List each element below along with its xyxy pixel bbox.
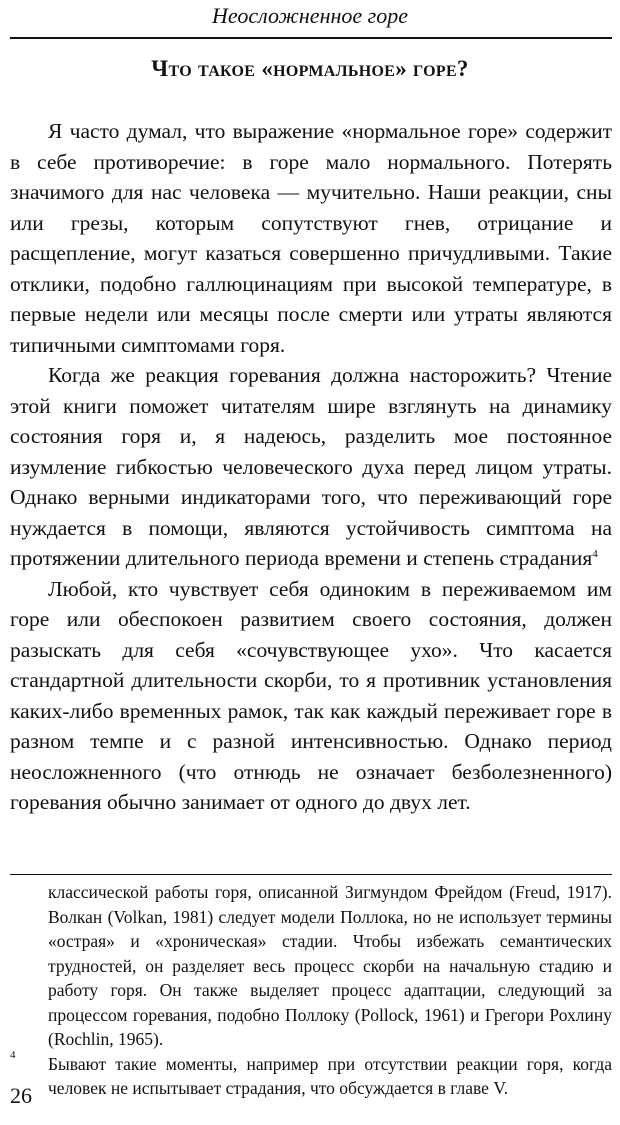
paragraph-1: Я часто думал, что выражение «нормальное горе» содержит в себе противоречие: в горе мало нормального. Потерять значимого для нас человека — мучительно. Наши реакции, сны или грезы, которым сопутствуют гнев, отрицание и расщепление, могут казаться совершенно причудливыми. Такие отклики, подобно галлюцинациям при высокой температуре, в первые недели или месяцы после смерти или утраты являются типичными симптомами горя. <box>10 119 612 357</box>
paragraph-3: Любой, кто чувствует себя одиноким в переживаемом им горе или обеспокоен развитием своего состояния, должен разыскать для себя «сочувствующее ухо». Что касается стандартной длительности скорби, то я противник установления каких-либо временных рамок, так как каждый переживает горе в разном темпе и с разной интенсивностью. Однако период неосложненного (что отнюдь не означает безболезненного) горевания обычно занимает от одного до двух лет. <box>10 576 612 814</box>
running-head: Неосложненное горе <box>211 3 409 28</box>
paragraph-2-text: Когда же реакция горевания должна насторожить? Чтение этой книги поможет читателям шире взглянуть на динамику состояния горя и, я надеюсь, разделить мое постоянное изумление гибкостью человеческого духа перед лицом утраты. Однако верными индикаторами того, что переживающий горе нуждается в помощи, являются устойчивость симптома на протяжении длительного периода времени и степень страдания <box>10 363 612 570</box>
page-number: 26 <box>10 1083 32 1108</box>
footnote-continuation: классической работы горя, описанной Зигмундом Фрейдом (Freud, 1917). Волкан (Volkan, 1981) следует модели Поллока, но не использует термины «острая» и «хроническая» стадии. Чтобы избежать семантических трудностей, он разделяет весь процесс скорби на начальную стадию и работу горя. Он также выделяет процесс адаптации, следующий за процессом горевания, подобно Поллоку (Pollock, 1961) и Грегори Рохлину (Rochlin, 1965). <box>48 882 612 1049</box>
paragraph-2 <box>10 360 612 574</box>
footnotes <box>10 880 612 1101</box>
footnote-divider <box>10 874 612 875</box>
footnote-4-mark: 4 <box>10 1048 16 1061</box>
main-text <box>10 116 612 818</box>
footnote-4-text: Бывают такие моменты, например при отсутствии реакции горя, когда человек не испытывает страдания, что обсуждается в главе V. <box>48 1053 612 1098</box>
header-divider <box>10 37 612 39</box>
footnote-reference: 4 <box>592 547 598 560</box>
footnote-4 <box>10 1048 612 1101</box>
section-heading: Что такое «нормальное» горе? <box>151 56 469 81</box>
